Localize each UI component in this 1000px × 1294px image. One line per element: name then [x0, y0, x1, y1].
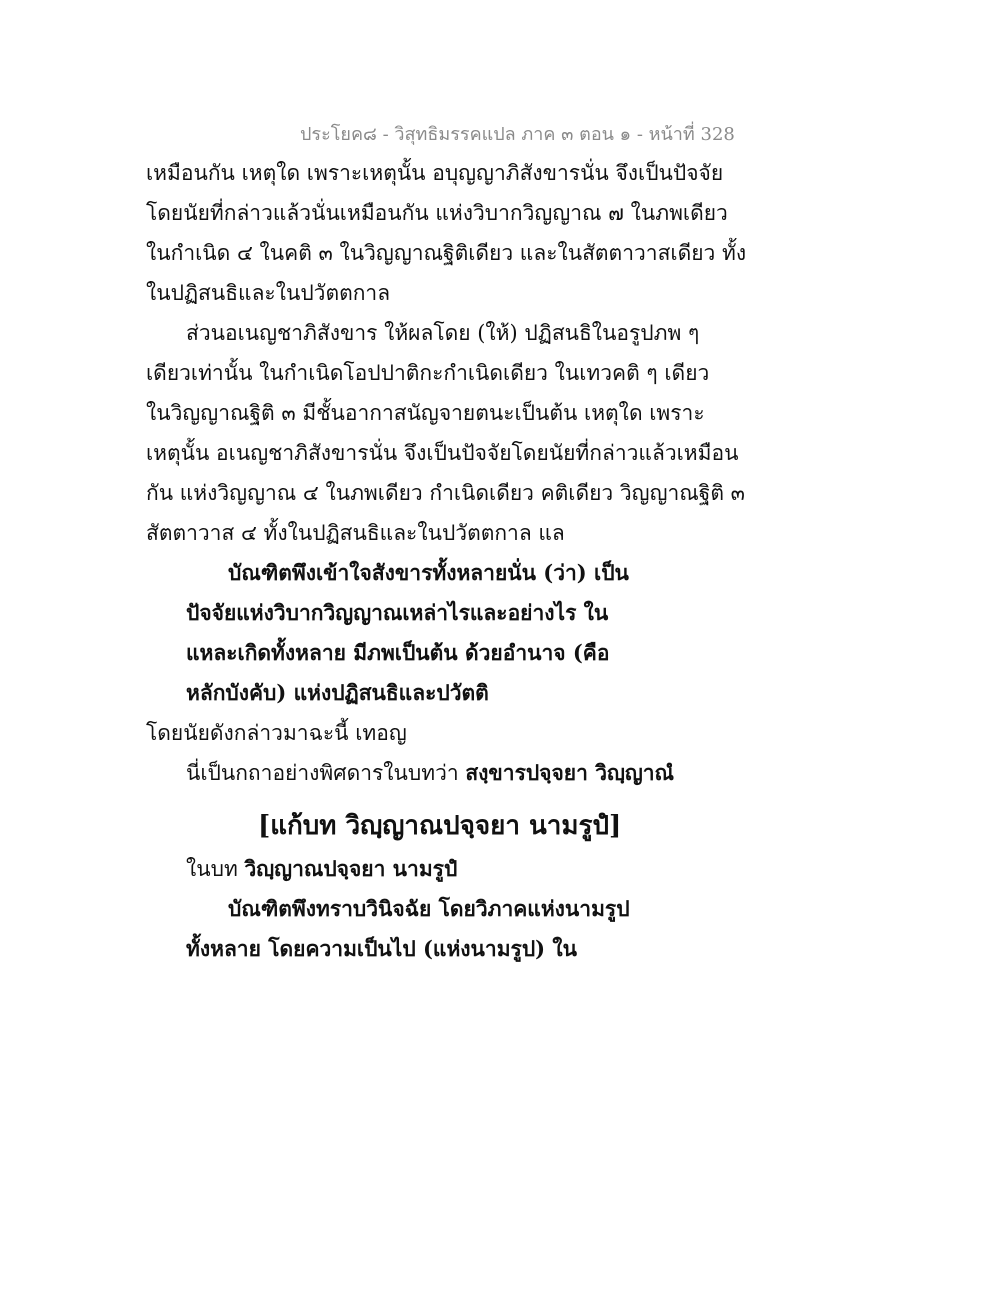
body-line: ส่วนอเนญชาภิสังขาร ให้ผลโดย (ให้) ปฏิสนธิในอรูปภพ ๆ — [186, 321, 700, 345]
verse-line: บัณฑิตพึงทราบวินิจฉัย โดยวิภาคแห่งนามรูป — [228, 896, 630, 921]
conclusion-line — [186, 758, 674, 788]
body-line: เหมือนกัน เหตุใด เพราะเหตุนั้น อบุญญาภิสังขารนั่น จึงเป็นปัจจัย — [146, 161, 724, 185]
body-line: กัน แห่งวิญญาณ ๔ ในภพเดียว กำเนิดเดียว คติเดียว วิญญาณฐิติ ๓ — [146, 481, 746, 505]
verse-line: ปัจจัยแห่งวิบากวิญญาณเหล่าไรและอย่างไร ใน — [186, 600, 609, 625]
body-line: เหตุนั้น อเนญชาภิสังขารนั่น จึงเป็นปัจจัยโดยนัยที่กล่าวแล้วเหมือน — [146, 441, 739, 465]
page-header: ประโยค๘ - วิสุทธิมรรคแปล ภาค ๓ ตอน ๑ - หน้าที่ 328 — [300, 124, 735, 145]
verse-line: ทั้งหลาย โดยความเป็นไป (แห่งนามรูป) ใน — [186, 936, 578, 961]
body-line: โดยนัยที่กล่าวแล้วนั่นเหมือนกัน แห่งวิบากวิญญาณ ๗ ในภพเดียว — [146, 201, 728, 225]
body-line: โดยนัยดังกล่าวมาฉะนี้ เทอญ — [146, 721, 407, 745]
term-line — [186, 854, 457, 884]
verse-line: บัณฑิตพึงเข้าใจสังขารทั้งหลายนั่น (ว่า) เป็น — [228, 560, 629, 585]
verse-line: แหละเกิดทั้งหลาย มีภพเป็นต้น ด้วยอำนาจ (คือ — [186, 640, 610, 665]
section-heading: [แก้บท วิญฺญาณปจฺจยา นามรูปํ] — [258, 811, 622, 841]
body-line: เดียวเท่านั้น ในกำเนิดโอปปาติกะกำเนิดเดียว ในเทวคติ ๆ เดียว — [146, 361, 710, 385]
verse-line: หลักบังคับ) แห่งปฏิสนธิและปวัตติ — [186, 680, 489, 705]
conclusion-text: นี่เป็นกถาอย่างพิศดารในบทว่า — [186, 761, 459, 785]
term-prefix: ในบท — [186, 857, 238, 881]
body-line: ในปฏิสนธิและในปวัตตกาล — [146, 281, 391, 305]
body-line: สัตตาวาส ๔ ทั้งในปฏิสนธิและในปวัตตกาล แล — [146, 521, 565, 545]
conclusion-term: สงฺขารปจฺจยา วิญฺญาณํ — [465, 760, 675, 785]
body-line: ในกำเนิด ๔ ในคติ ๓ ในวิญญาณฐิติเดียว และในสัตตาวาสเดียว ทั้ง — [146, 241, 747, 265]
term-text: วิญฺญาณปจฺจยา นามรูปํ — [244, 856, 458, 881]
body-line: ในวิญญาณฐิติ ๓ มีชั้นอากาสนัญจายตนะเป็นต้น เหตุใด เพราะ — [146, 401, 705, 425]
